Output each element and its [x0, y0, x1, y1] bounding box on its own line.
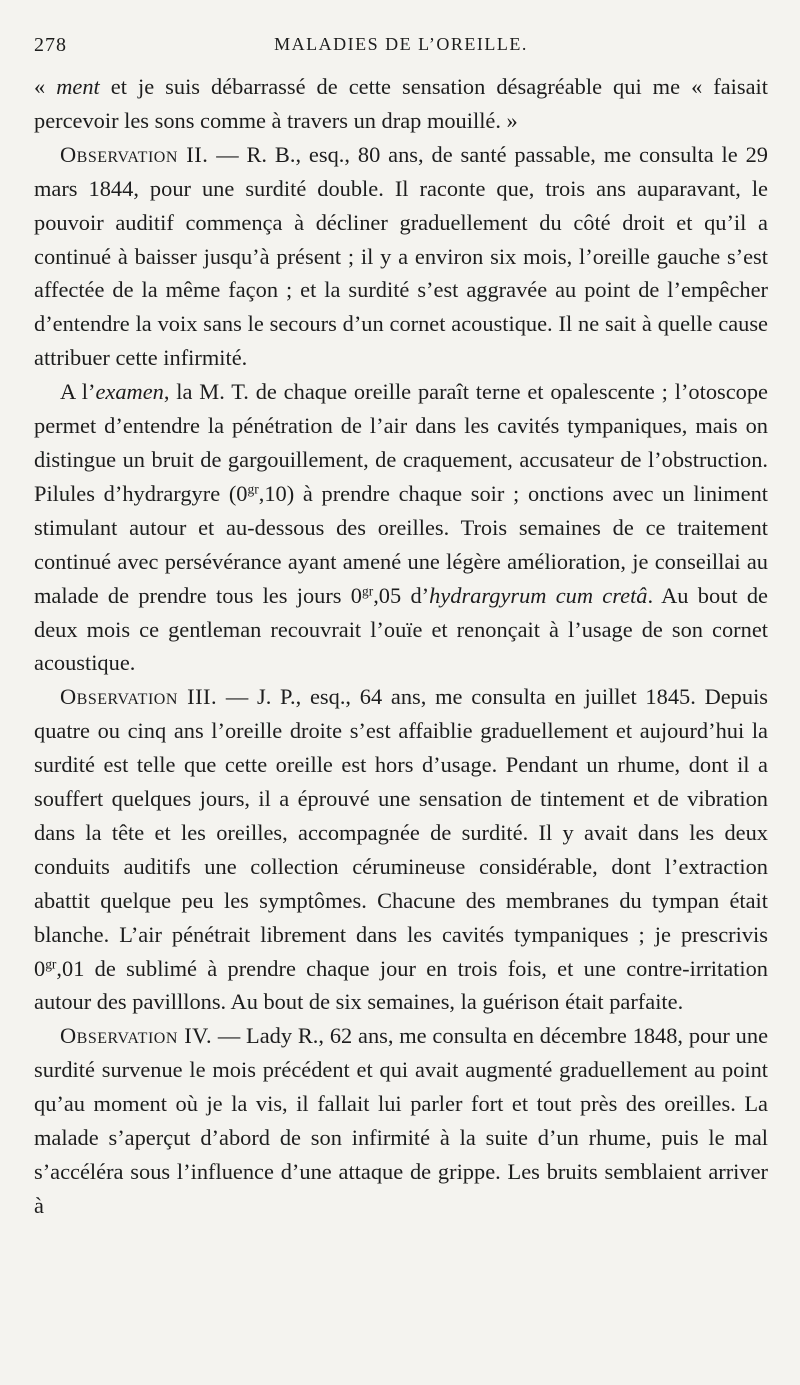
paragraph-text: ,05 d’ — [373, 582, 430, 608]
paragraph-text: A l’ — [60, 379, 96, 405]
italic-drug-name: hydrargyrum cum cretâ — [429, 582, 648, 608]
observation-heading: Observation III. — [60, 684, 218, 710]
italic-word: examen — [95, 379, 164, 405]
observation-iv-paragraph — [34, 1019, 768, 1222]
observation-text: ,01 de sublimé à prendre chaque jour en trois fois, et une contre-irritation autour des pavilllons. Au bout de six semaines, la guérison était parfaite. — [34, 955, 768, 1015]
observation-heading: Observation IV. — [60, 1023, 213, 1049]
observation-heading: Observation II. — [60, 141, 209, 167]
paragraph-text: ,10) à prendre chaque soir ; onctions avec un liniment stimulant autour et au-dessous des oreilles. Trois semaines de ce traitement continué avec persévérance ayant amené une légère amélioration, je conseillai au malade de prendre tous les jours 0 — [34, 480, 768, 608]
unit-superscript: gr — [247, 481, 259, 497]
unit-superscript: gr — [45, 956, 57, 972]
paragraph-text: , la M. T. de chaque oreille paraît terne et opalescente ; l’otoscope permet d’entendre la pénétration de l’air dans les cavités tympaniques, mais on distingue un bruit de gargouillement, de craquement, accusateur de l’obstruction. Pilules d’hydrargyre (0 — [34, 379, 768, 506]
quote-continuation-paragraph — [34, 70, 768, 138]
observation-text: — J. P., esq., 64 ans, me consulta en juillet 1845. Depuis quatre ou cinq ans l’oreille droite s’est affaiblie graduellement et aujourd’hui la surdité est telle que cette oreille est hors d’usage. Pendant un rhume, dont il a souffert quelques jours, il a éprouvé une sensation de tintement et de vibration dans la tête et les oreilles, accompagnée de surdité. Il y avait dans les deux conduits auditifs une collection cérumineuse considérable, dont l’extraction abattit quelque peu les symptômes. Chacune des membranes du tympan était blanche. L’air pénétrait librement dans les cavités tympaniques ; je prescrivis 0 — [34, 684, 768, 981]
page-header — [34, 26, 768, 70]
observation-text: — R. B., esq., 80 ans, de santé passable, me consulta le 29 mars 1844, pour une surdité double. Il raconte que, trois ans auparavant, le pouvoir auditif commença à décliner graduellement du côté droit et qu’il a continué à baisser jusqu’à présent ; il y a environ six mois, l’oreille gauche s’est affectée de la même façon ; et la surdité s’est aggravée au point de l’empêcher d’entendre la voix sans le secours d’un cornet acoustique. Il ne sait à quelle cause attribuer cette infirmité. — [34, 141, 768, 371]
italic-word: ment — [56, 74, 100, 99]
quote-text: « — [34, 74, 57, 99]
paragraph-text: . Au bout de deux mois ce gentleman recouvrait l’ouïe et renonçait à l’usage de son cornet acoustique. — [34, 582, 768, 676]
observation-text: — Lady R., 62 ans, me consulta en décembre 1848, pour une surdité survenue le mois précédent et qui avait augmenté graduellement au point qu’au moment où je la vis, il fallait lui parler fort et tout près des oreilles. La malade s’aperçut d’abord de son infirmité à la suite d’un rhume, puis le mal s’accéléra sous l’influence d’une attaque de grippe. Les bruits semblaient arriver à — [34, 1023, 769, 1218]
page-number: 278 — [34, 34, 67, 56]
observation-iii-paragraph — [34, 680, 768, 1019]
running-title: MALADIES DE L’OREILLE. — [274, 34, 528, 54]
quote-text: et je suis débarrassé de cette sensation désagréable qui me « faisait percevoir les sons comme à travers un drap mouillé. » — [34, 74, 769, 133]
observation-ii-paragraph — [34, 138, 768, 375]
examination-paragraph — [34, 375, 768, 680]
page-body — [34, 70, 768, 1223]
unit-superscript: gr — [362, 583, 374, 599]
